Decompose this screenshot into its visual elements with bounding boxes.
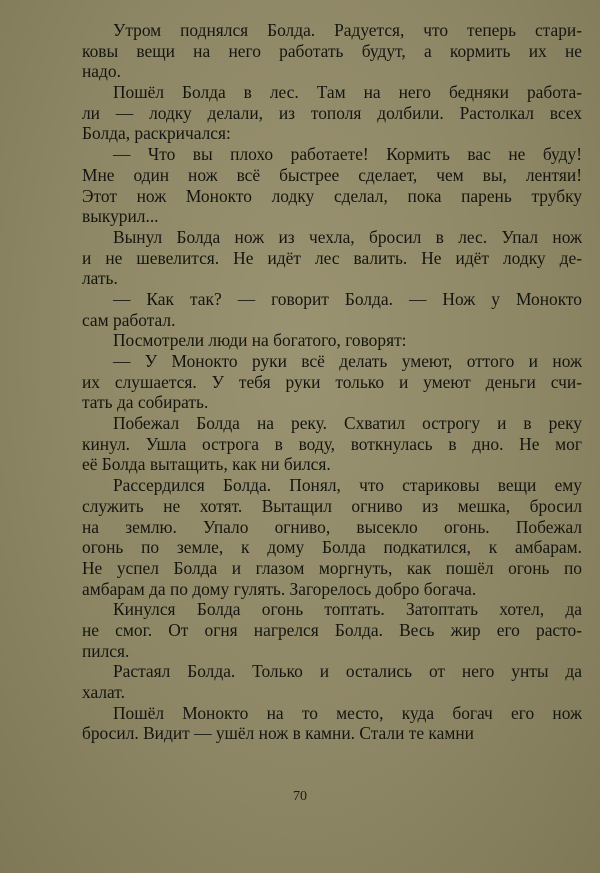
text-line: амбарам да по дому гулять. Загорелось добро богача. — [82, 578, 477, 599]
text-line: тать да собирать. — [82, 392, 209, 413]
text-line: ли — лодку делали, из тополя долбили. Растолкал всех — [82, 102, 582, 123]
paragraph — [82, 289, 582, 330]
text-line: лать. — [82, 268, 118, 289]
paragraph — [82, 703, 582, 744]
text-line: выкурил... — [82, 206, 159, 227]
text-line: служить не хотят. Вытащил огниво из мешка, бросил — [82, 495, 582, 516]
text-line: Не успел Болда и глазом моргнуть, как пошёл огонь по — [82, 557, 582, 578]
paragraph — [82, 351, 582, 413]
paragraph — [82, 599, 582, 661]
paragraph — [82, 413, 582, 475]
paragraph — [82, 661, 582, 702]
text-line: не смог. От огня нагрелся Болда. Весь жир его расто- — [82, 619, 582, 640]
text-line: Побежал Болда на реку. Схватил острогу и в реку — [113, 413, 582, 434]
paragraph — [82, 20, 582, 82]
text-line: пился. — [82, 640, 130, 661]
text-line: — Что вы плохо работаете! Кормить вас не буду! — [113, 144, 582, 165]
text-line: Этот нож Монокто лодку сделал, пока парень трубку — [82, 185, 582, 206]
text-line: бросил. Видит — ушёл нож в камни. Стали те камни — [82, 723, 474, 744]
paragraph — [82, 82, 582, 144]
text-line: огонь по земле, к дому Болда подкатился, к амбарам. — [82, 537, 582, 558]
text-line: Рассердился Болда. Понял, что стариковы вещи ему — [113, 475, 582, 496]
text-line: Мне один нож всё быстрее сделает, чем вы, лентяи! — [82, 164, 582, 185]
text-line: Утром поднялся Болда. Радуется, что теперь стари- — [113, 20, 582, 40]
paragraph — [82, 475, 582, 599]
text-line: их слушается. У тебя руки только и умеют деньги счи- — [82, 371, 582, 392]
text-line: Растаял Болда. Только и остались от него унты да — [113, 661, 582, 682]
text-line: Кинулся Болда огонь топтать. Затоптать хотел, да — [113, 599, 582, 620]
paragraph — [82, 227, 582, 289]
text-line: халат. — [82, 682, 125, 702]
page-number: 70 — [293, 789, 307, 804]
text-line: — У Монокто руки всё делать умеют, оттого и нож — [113, 351, 582, 371]
text-line: ковы вещи на него работать будут, а кормить их не — [82, 40, 582, 61]
paragraph — [82, 144, 582, 227]
text-line: Пошёл Болда в лес. Там на него бедняки работа- — [113, 82, 582, 103]
text-line: Вынул Болда нож из чехла, бросил в лес. Упал нож — [113, 226, 582, 247]
text-line: сам работал. — [82, 309, 176, 330]
text-line: кинул. Ушла острога в воду, воткнулась в дно. Не мог — [82, 433, 582, 454]
text-line: Посмотрели люди на богатого, говорят: — [113, 330, 407, 351]
text-line: и не шевелится. Не идёт лес валить. Не идёт лодку де- — [82, 247, 582, 268]
paragraph — [82, 330, 582, 351]
text-line: надо. — [82, 61, 121, 82]
text-line: Болда, раскричался: — [82, 123, 231, 144]
text-line: на землю. Упало огниво, высекло огонь. Побежал — [82, 516, 582, 537]
text-line: — Как так? — говорит Болда. — Нож у Монокто — [113, 288, 582, 309]
text-line: её Болда вытащить, как ни бился. — [82, 454, 331, 475]
body-text — [82, 20, 582, 744]
text-line: Пошёл Монокто на то место, куда богач его нож — [113, 702, 582, 723]
